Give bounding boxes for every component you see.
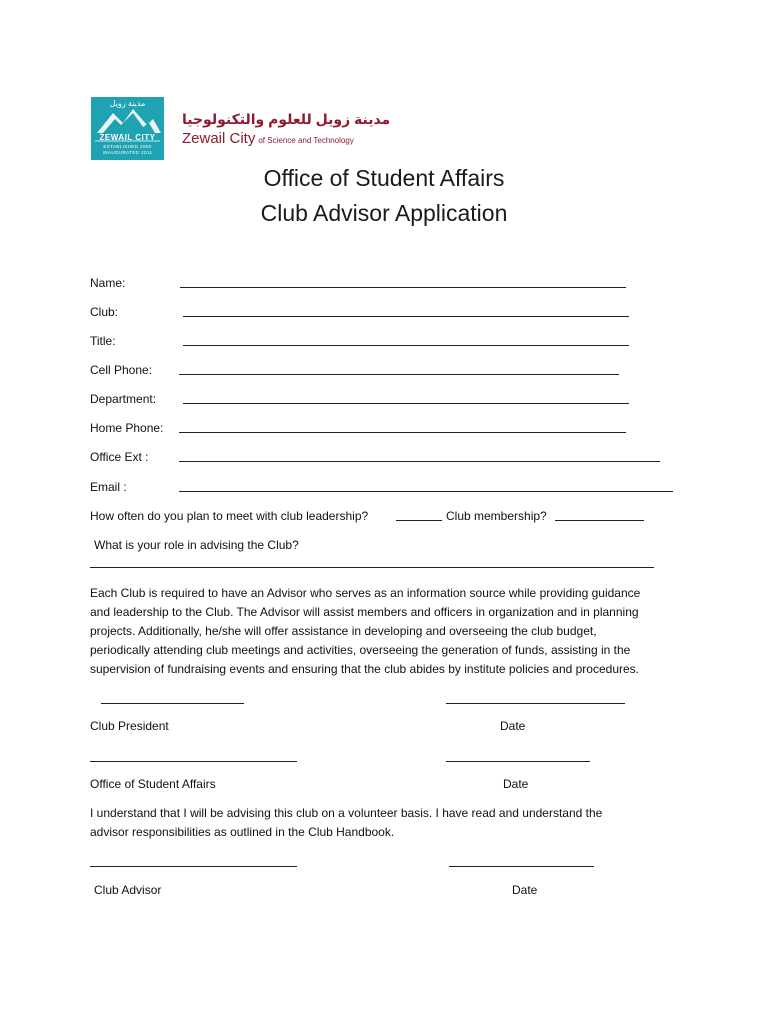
logo-inaugurated-text: INAUGURATED 2011 [102,150,153,155]
office-ext-line[interactable] [179,461,660,462]
field-label-department: Department: [90,392,157,406]
name-line[interactable] [180,287,626,288]
field-label-email: Email : [90,480,127,494]
question-club-membership: Club membership? [446,509,547,523]
field-label-cell-phone: Cell Phone: [90,363,153,377]
cell-phone-line[interactable] [179,374,619,375]
club-president-label: Club President [90,719,169,733]
brand-tagline: of Science and Technology [258,136,354,145]
acknowledgement-line: advisor responsibilities as outlined in the Club Handbook. [90,825,395,839]
office-signature-line[interactable] [90,761,297,762]
office-date-label: Date [503,777,529,791]
club-president-signature-line[interactable] [101,703,244,704]
club-advisor-date-label: Date [512,883,538,897]
club-president-date-label: Date [500,719,526,733]
meet-leadership-line[interactable] [396,520,442,521]
field-label-title: Title: [90,334,116,348]
club-membership-line[interactable] [555,520,644,521]
club-president-date-line[interactable] [446,703,625,704]
brand-name [182,130,354,147]
brand-name-text: Zewail City [182,130,256,147]
logo-established-text: ESTABLISHED 2000 [103,144,152,149]
field-label-club: Club: [90,305,119,319]
club-advisor-date-line[interactable] [449,866,594,867]
advisor-description [90,584,690,679]
email-line[interactable] [179,491,673,492]
page-title-office: Office of Student Affairs [263,165,505,191]
field-label-home-phone: Home Phone: [90,421,164,435]
description-line: periodically attending club meetings and activities, overseeing the generation of funds, assisting in the [90,643,631,657]
title-line[interactable] [183,345,629,346]
club-advisor-signature-line[interactable] [90,866,297,867]
field-label-office-ext: Office Ext : [90,450,149,464]
club-line[interactable] [183,316,629,317]
question-meet-leadership: How often do you plan to meet with club leadership? [90,509,369,523]
description-line: Each Club is required to have an Advisor who serves as an information source while providing guidance [90,586,641,600]
brand-arabic-name: مدينة زويل للعلوم والتكنولوجيا [182,111,391,127]
field-label-name: Name: [90,276,126,290]
acknowledgement-text [90,804,690,842]
club-advisor-label: Club Advisor [94,883,162,897]
description-line: supervision of fundraising events and ensuring that the club abides by institute policies and procedures. [90,662,640,676]
question-role: What is your role in advising the Club? [94,538,299,552]
logo-city-text: ZEWAIL CITY [99,133,156,142]
acknowledgement-line: I understand that I will be advising this club on a volunteer basis. I have read and understand the [90,806,603,820]
description-line: and leadership to the Club. The Advisor will assist members and officers in organization and in planning [90,605,639,619]
zewail-city-logo [91,97,164,160]
office-date-line[interactable] [446,761,590,762]
description-line: projects. Additionally, he/she will offer assistance in developing and overseeing the club budget, [90,624,597,638]
office-student-affairs-label: Office of Student Affairs [90,777,216,791]
page-title-application: Club Advisor Application [260,200,508,226]
role-line[interactable] [90,567,654,568]
logo-arabic-text: مدينة زويل [109,99,146,108]
home-phone-line[interactable] [179,432,626,433]
department-line[interactable] [183,403,629,404]
